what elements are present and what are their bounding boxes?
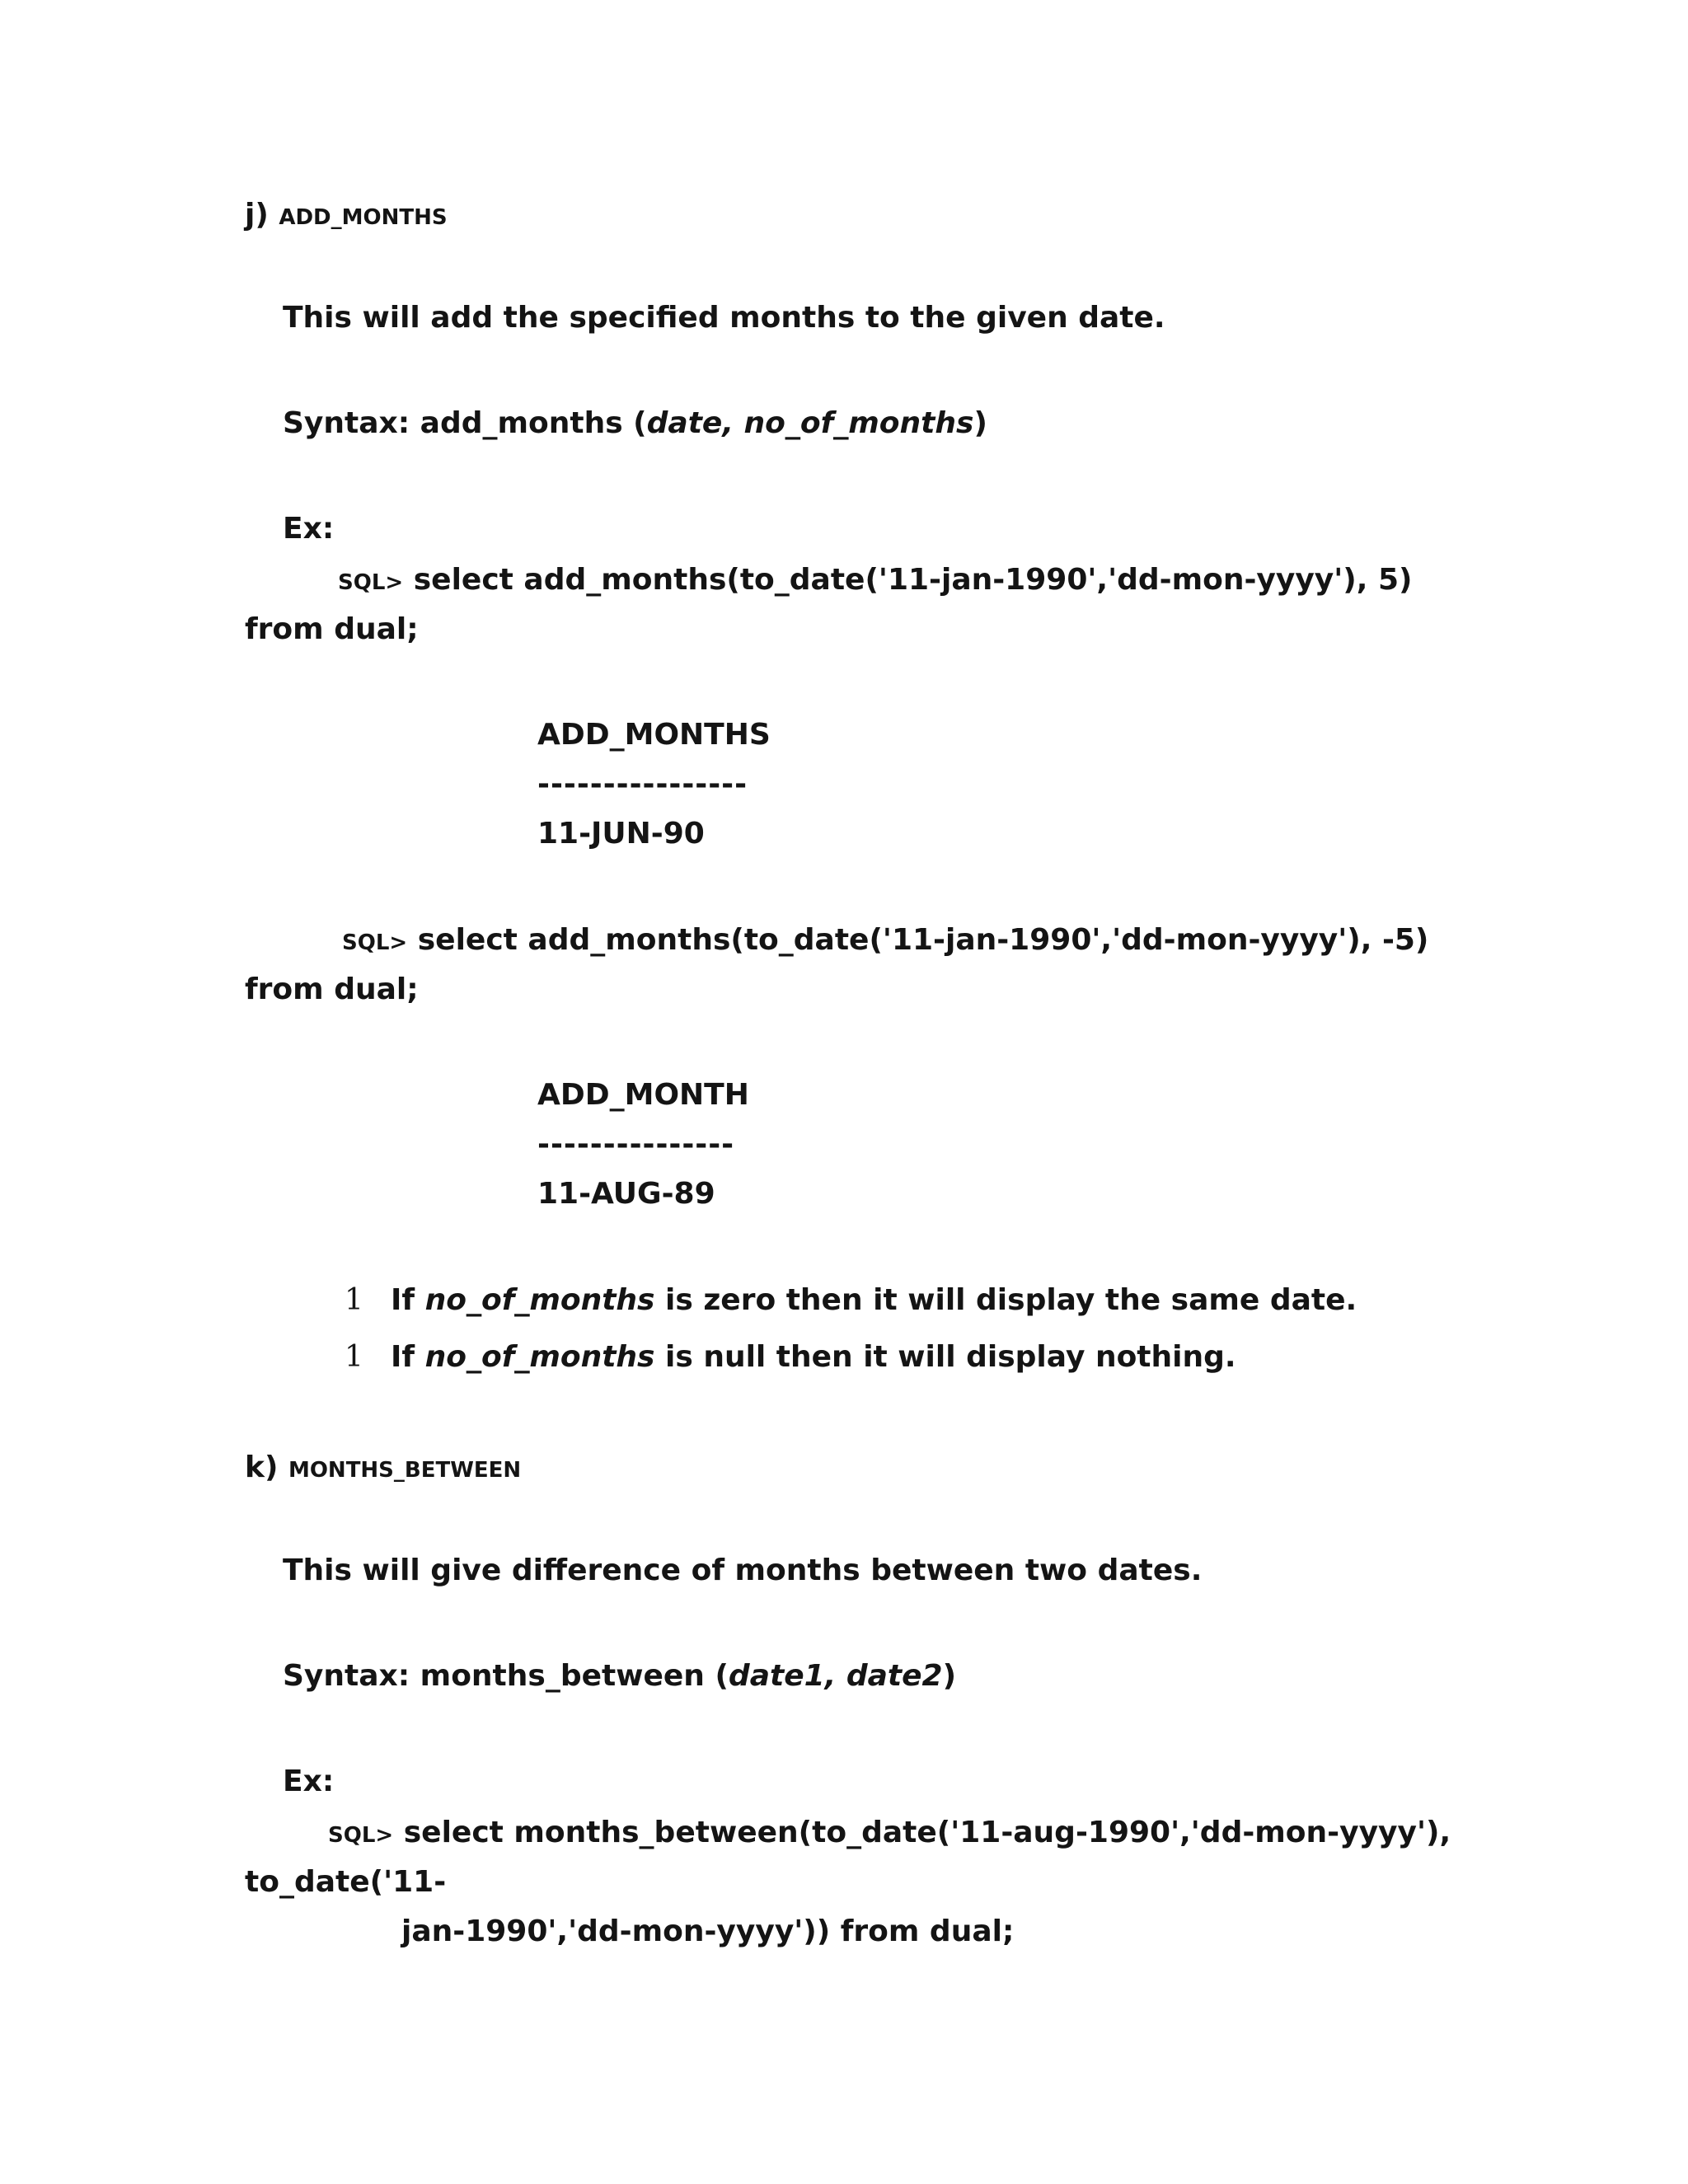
result-value: 11-JUN-90 xyxy=(537,817,705,851)
sql-prompt: SQL> xyxy=(338,570,404,595)
syntax-line: Syntax: months_between (date1, date2) xyxy=(283,1659,957,1693)
result-divider: --------------- xyxy=(537,1127,735,1161)
note-term: no_of_months xyxy=(424,1283,655,1317)
result-value: 11-AUG-89 xyxy=(537,1177,715,1211)
section-name: ADD_MONTHS xyxy=(279,205,448,230)
note-item: If no_of_months is null then it will display nothing. xyxy=(391,1340,1236,1374)
example-query-continuation: from dual; xyxy=(245,612,419,646)
note-item: If no_of_months is zero then it will display the same date. xyxy=(391,1283,1357,1317)
syntax-line: Syntax: add_months (date, no_of_months) xyxy=(283,406,987,440)
example-query-continuation: from dual; xyxy=(245,972,419,1006)
section-heading-add-months xyxy=(245,197,448,236)
example-query: SQL> select add_months(to_date('11-jan-1990','dd-mon-yyyy'), -5) xyxy=(342,923,1429,957)
result-header: ADD_MONTH xyxy=(537,1078,749,1112)
result-header: ADD_MONTHS xyxy=(537,718,771,752)
section-letter: k) xyxy=(245,1451,279,1484)
example-query: SQL> select months_between(to_date('11-aug-1990','dd-mon-yyyy'), xyxy=(328,1816,1451,1849)
bullet-marker: 1 xyxy=(345,1283,363,1317)
section-letter: j) xyxy=(245,198,269,232)
note-term: no_of_months xyxy=(424,1340,655,1374)
sql-prompt: SQL> xyxy=(328,1823,394,1848)
syntax-args: date1, date2 xyxy=(728,1659,943,1693)
example-query-continuation: jan-1990','dd-mon-yyyy')) from dual; xyxy=(401,1915,1015,1948)
section-description: This will add the specified months to the given date. xyxy=(283,301,1165,335)
example-query-continuation: to_date('11- xyxy=(245,1865,447,1899)
result-divider: ---------------- xyxy=(537,767,748,801)
section-heading-months-between xyxy=(245,1450,521,1488)
bullet-marker: 1 xyxy=(345,1340,363,1374)
section-name: MONTHS_BETWEEN xyxy=(288,1458,522,1483)
example-label: Ex: xyxy=(283,512,335,546)
sql-prompt: SQL> xyxy=(342,930,408,955)
syntax-args: date, no_of_months xyxy=(646,406,974,440)
section-description: This will give difference of months between two dates. xyxy=(283,1554,1203,1587)
example-label: Ex: xyxy=(283,1765,335,1798)
example-query: SQL> select add_months(to_date('11-jan-1990','dd-mon-yyyy'), 5) xyxy=(338,563,1413,597)
